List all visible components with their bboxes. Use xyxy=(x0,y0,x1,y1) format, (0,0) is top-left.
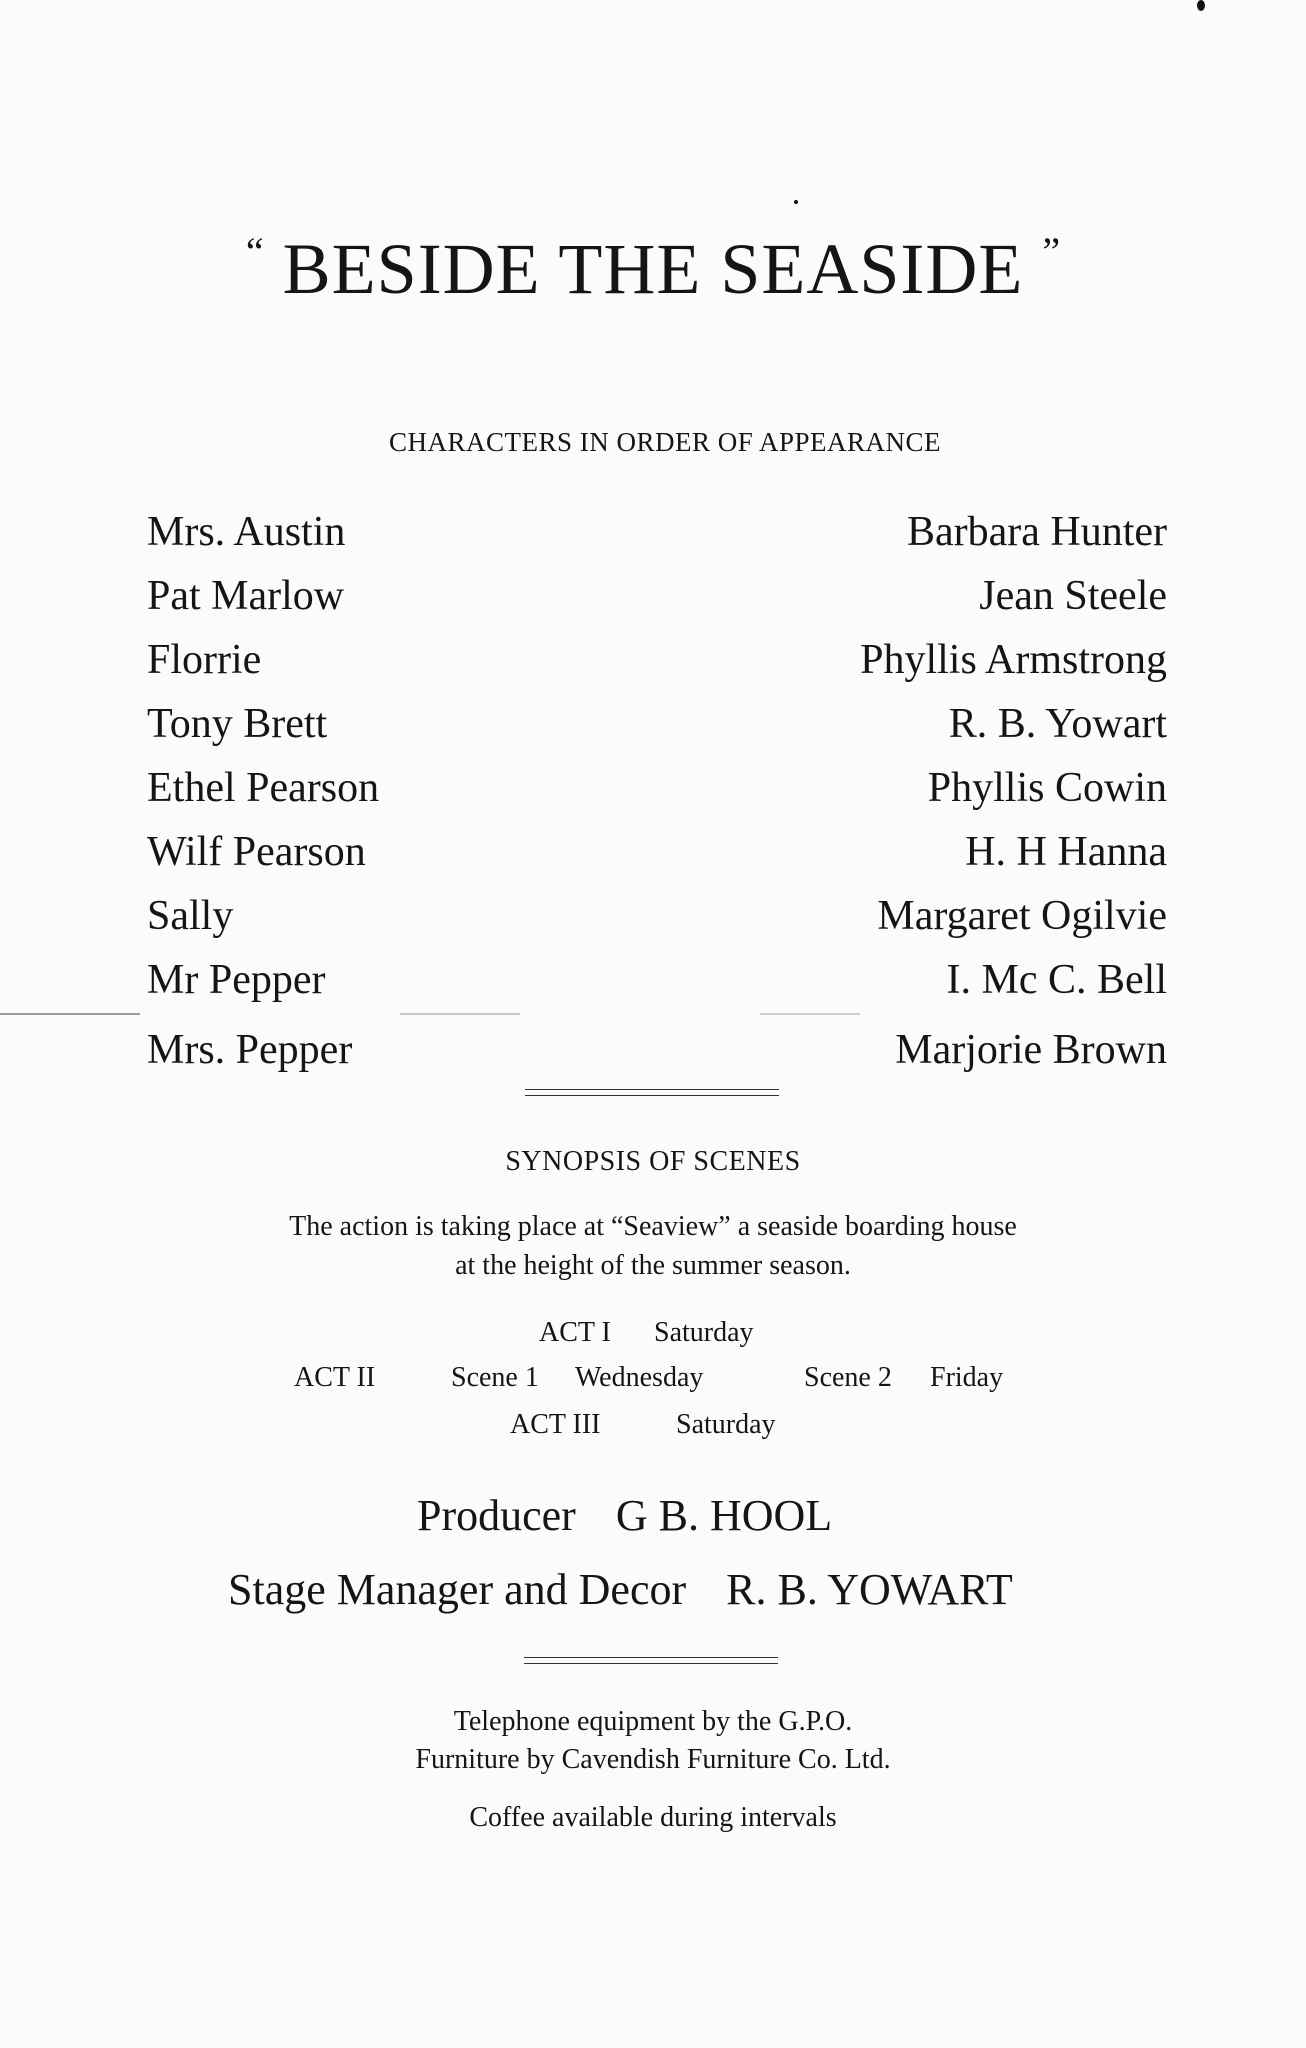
telephone-credit: Telephone equipment by the G.P.O. xyxy=(453,1706,853,1737)
character-name: Wilf Pearson xyxy=(147,829,366,875)
actor-name: R. B. Yowart xyxy=(948,701,1167,747)
cast-list xyxy=(147,500,1167,1082)
act1-day: Saturday xyxy=(654,1317,754,1348)
character-name: Sally xyxy=(147,893,234,939)
actor-name: Barbara Hunter xyxy=(906,509,1167,555)
synopsis-heading: SYNOPSIS OF SCENES xyxy=(505,1146,801,1177)
act2-scene1-label: Scene 1 xyxy=(451,1362,539,1393)
stage-manager-label: Stage Manager and Decor xyxy=(228,1565,687,1614)
character-name: Mrs. Austin xyxy=(147,509,346,555)
character-name: Tony Brett xyxy=(147,701,328,747)
character-name: Mrs. Pepper xyxy=(147,1027,353,1073)
divider-rule xyxy=(525,1089,779,1096)
character-name: Ethel Pearson xyxy=(147,765,380,811)
cast-row xyxy=(147,692,1167,756)
act2-scene2-day: Friday xyxy=(930,1362,1004,1393)
synopsis-line: at the height of the summer season. xyxy=(455,1250,851,1281)
title-open-quote: “ xyxy=(245,229,264,274)
cast-row xyxy=(147,1018,1167,1082)
paper-fold-line xyxy=(0,1013,1306,1015)
characters-heading: CHARACTERS IN ORDER OF APPEARANCE xyxy=(388,427,942,457)
cast-row xyxy=(147,628,1167,692)
act1-label: ACT I xyxy=(539,1317,611,1348)
cast-row xyxy=(147,500,1167,564)
play-title xyxy=(0,212,1306,309)
act2-scene2-label: Scene 2 xyxy=(804,1362,892,1393)
actor-name: Marjorie Brown xyxy=(895,1027,1167,1073)
character-name: Mr Pepper xyxy=(147,957,326,1003)
stage-manager-name: R. B. YOWART xyxy=(726,1565,1013,1614)
ink-speck xyxy=(1197,0,1205,11)
act2-label: ACT II xyxy=(294,1362,376,1393)
title-text: BESIDE THE SEASIDE xyxy=(282,229,1024,309)
title-close-quote: ” xyxy=(1042,229,1061,274)
actor-name: Phyllis Armstrong xyxy=(860,637,1167,683)
cast-row xyxy=(147,884,1167,948)
producer-credit xyxy=(417,1490,832,1541)
act2-scene1-day: Wednesday xyxy=(575,1362,704,1393)
actor-name: Jean Steele xyxy=(979,573,1167,619)
actor-name: Margaret Ogilvie xyxy=(877,893,1167,939)
act3-day: Saturday xyxy=(676,1409,776,1440)
ink-dot xyxy=(794,200,798,204)
stage-manager-credit xyxy=(228,1564,1013,1615)
actor-name: H. H Hanna xyxy=(965,829,1167,875)
actor-name: Phyllis Cowin xyxy=(927,765,1167,811)
cast-row xyxy=(147,948,1167,1012)
coffee-note: Coffee available during intervals xyxy=(469,1802,837,1833)
act3-label: ACT III xyxy=(510,1409,601,1440)
synopsis-text xyxy=(0,1207,1306,1285)
producer-label: Producer xyxy=(417,1491,576,1540)
actor-name: I. Mc C. Bell xyxy=(946,957,1167,1003)
synopsis-line: The action is taking place at “Seaview” a seaside boarding house xyxy=(289,1211,1017,1242)
divider-rule xyxy=(524,1657,778,1664)
producer-name: G B. HOOL xyxy=(615,1491,833,1540)
character-name: Pat Marlow xyxy=(147,573,345,619)
character-name: Florrie xyxy=(147,637,262,683)
furniture-credit: Furniture by Cavendish Furniture Co. Ltd. xyxy=(415,1744,891,1775)
cast-row xyxy=(147,564,1167,628)
cast-row xyxy=(147,820,1167,884)
cast-row xyxy=(147,756,1167,820)
